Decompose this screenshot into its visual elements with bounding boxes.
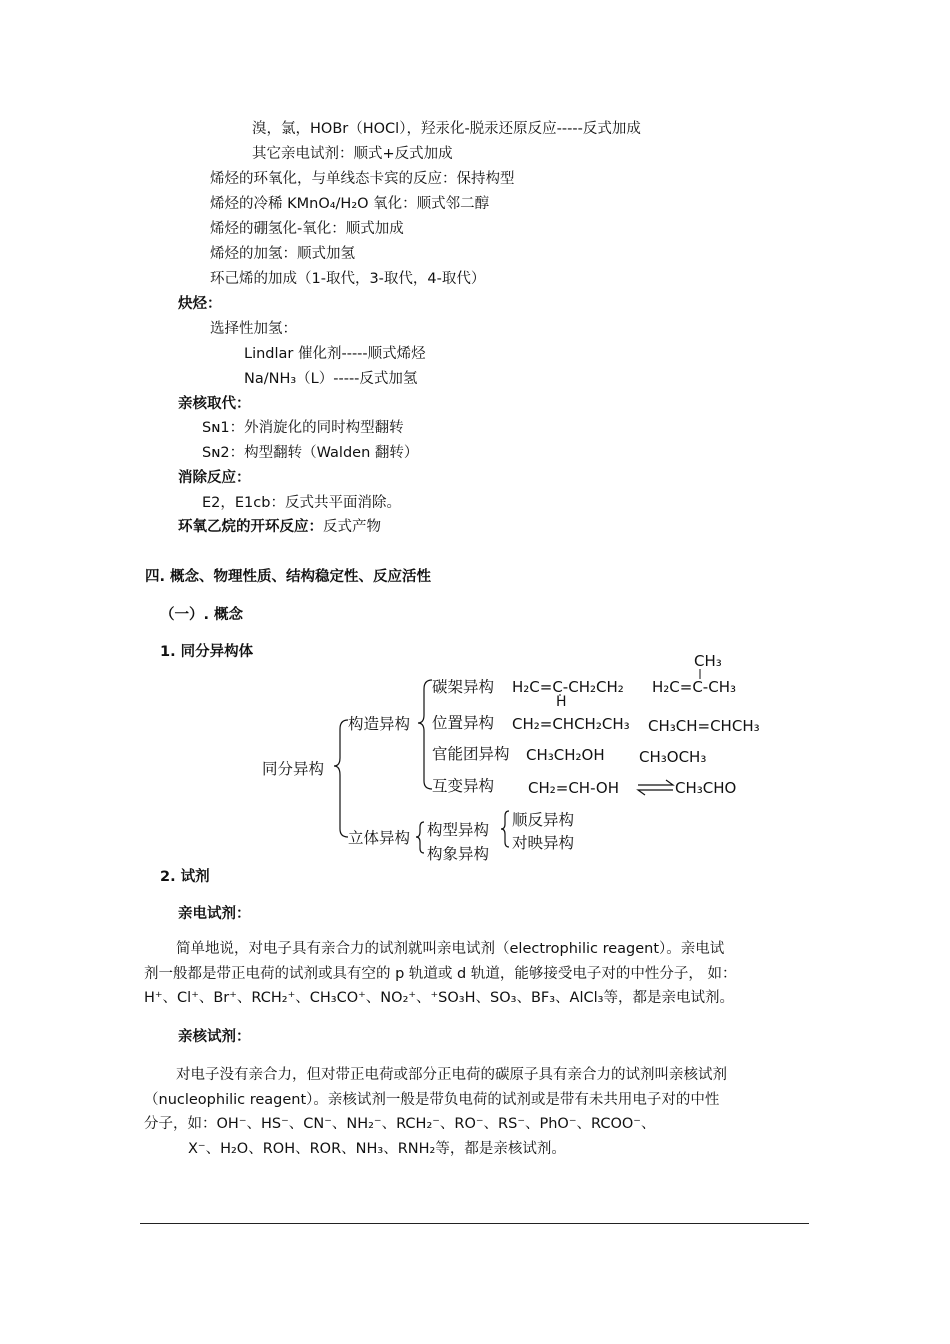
text-line-cyclohexene: 环己烯的加成（1-取代，3-取代，4-取代） bbox=[210, 271, 486, 287]
formula-skeleton-2: H₂C=C-CH₃ bbox=[652, 678, 736, 696]
formula-skeleton-1-h: H bbox=[556, 694, 567, 710]
formula-skeleton-2-methyl: CH₃ bbox=[694, 652, 722, 670]
label-stereo-isomerism: 立体异构 bbox=[348, 829, 411, 847]
nucleophile-line-4: X⁻、H₂O、ROH、ROR、NH₃、RNH₂等，都是亲核试剂。 bbox=[188, 1140, 566, 1157]
text-line-sn2: Sɴ2：构型翻转（Walden 翻转） bbox=[202, 445, 419, 461]
label-cis-trans: 顺反异构 bbox=[512, 811, 575, 829]
text-line-na-nh3: Na/NH₃（L）-----反式加氢 bbox=[244, 371, 418, 387]
subsection-title: （一）. 概念 bbox=[160, 607, 244, 623]
heading-epoxide: 环氧乙烷的开环反应： bbox=[178, 519, 323, 535]
heading-alkyne: 炔烃： bbox=[178, 296, 222, 312]
label-functional-group: 官能团异构 bbox=[432, 745, 510, 763]
label-configuration: 构型异构 bbox=[427, 821, 490, 839]
text-line-selective-hydrogenation: 选择性加氢： bbox=[210, 321, 297, 337]
heading-nucleophilic-substitution: 亲核取代： bbox=[178, 396, 251, 412]
structural-brace bbox=[418, 680, 432, 789]
label-isomerism: 同分异构 bbox=[262, 760, 325, 778]
footer-rule bbox=[140, 1223, 809, 1224]
label-carbon-skeleton: 碳架异构 bbox=[432, 678, 495, 696]
label-tautomerism: 互变异构 bbox=[432, 777, 495, 795]
stereo-brace bbox=[416, 822, 424, 853]
epoxide-result: 反式产物 bbox=[323, 519, 381, 535]
formula-position-2: CH₃CH=CHCH₃ bbox=[648, 717, 760, 735]
isomer-classification-diagram bbox=[250, 645, 790, 867]
paragraph-electrophile bbox=[144, 937, 812, 1011]
text-line-hydrogenation: 烯烃的加氢：顺式加氢 bbox=[210, 246, 355, 262]
root-brace bbox=[334, 720, 348, 837]
text-line-kmno4: 烯烃的冷稀 KMnO₄/H₂O 氧化：顺式邻二醇 bbox=[210, 196, 490, 212]
formula-skeleton-1: H₂C=C-CH₂CH₂ bbox=[512, 678, 624, 696]
electrophile-line-2: 剂一般都是带正电荷的试剂或具有空的 p 轨道或 d 轨道，能够接受电子对的中性分子， 如： bbox=[144, 965, 737, 982]
item-reagents-heading: 2. 试剂 bbox=[160, 869, 210, 885]
paragraph-nucleophile bbox=[144, 1063, 812, 1161]
text-line-lindlar: Lindlar 催化剂-----顺式烯烃 bbox=[244, 346, 426, 362]
formula-acetaldehyde: CH₃CHO bbox=[675, 779, 737, 797]
item-isomers-heading: 1. 同分异构体 bbox=[160, 644, 254, 660]
label-position: 位置异构 bbox=[432, 714, 495, 732]
text-line-halogen-addition: 溴，氯，HOBr（HOCl），羟汞化-脱汞还原反应-----反式加成 bbox=[252, 121, 641, 137]
nucleophile-line-3: 分子，如：OH⁻、HS⁻、CN⁻、NH₂⁻、RCH₂⁻、RO⁻、RS⁻、PhO⁻、RCOO⁻、 bbox=[144, 1116, 656, 1132]
equilibrium-arrow-forward bbox=[638, 780, 673, 785]
equilibrium-arrow bbox=[638, 780, 673, 795]
electrophile-line-1: 简单地说，对电子具有亲合力的试剂就叫亲电试剂（electrophilic reagent）。亲电试 bbox=[176, 941, 725, 957]
text-line-hydroboration: 烯烃的硼氢化-氧化：顺式加成 bbox=[210, 221, 404, 237]
text-line-e2-e1cb: E2，E1cb：反式共平面消除。 bbox=[202, 495, 401, 511]
formula-ethanol: CH₃CH₂OH bbox=[526, 746, 605, 764]
formula-vinyl-alcohol: CH₂=CH-OH bbox=[528, 779, 620, 797]
text-line-epoxide-opening bbox=[178, 517, 381, 537]
heading-elimination: 消除反应： bbox=[178, 470, 251, 486]
label-conformation: 构象异构 bbox=[427, 845, 490, 863]
text-line-other-electrophiles: 其它亲电试剂：顺式+反式加成 bbox=[252, 146, 453, 162]
heading-electrophile: 亲电试剂： bbox=[178, 906, 251, 922]
equilibrium-arrow-backward bbox=[638, 790, 673, 795]
section-title: 四. 概念、物理性质、结构稳定性、反应活性 bbox=[145, 569, 432, 585]
text-line-epoxidation: 烯烃的环氧化，与单线态卡宾的反应：保持构型 bbox=[210, 171, 515, 187]
label-enantiomer: 对映异构 bbox=[512, 834, 575, 852]
formula-position-1: CH₂=CHCH₂CH₃ bbox=[512, 715, 630, 733]
heading-nucleophile: 亲核试剂： bbox=[178, 1029, 251, 1045]
electrophile-line-3: H⁺、Cl⁺、Br⁺、RCH₂⁺、CH₃CO⁺、NO₂⁺、⁺SO₃H、SO₃、BF₃、AlCl₃等，都是亲电试剂。 bbox=[144, 990, 734, 1006]
text-line-sn1: Sɴ1：外消旋化的同时构型翻转 bbox=[202, 420, 404, 436]
configuration-brace bbox=[501, 811, 509, 847]
formula-dimethyl-ether: CH₃OCH₃ bbox=[639, 748, 707, 766]
nucleophile-line-2: （nucleophilic reagent）。亲核试剂一般是带负电荷的试剂或是带有未共用电子对的中性 bbox=[144, 1091, 720, 1108]
nucleophile-line-1: 对电子没有亲合力，但对带正电荷或部分正电荷的碳原子具有亲合力的试剂叫亲核试剂 bbox=[176, 1067, 727, 1083]
label-structural-isomerism: 构造异构 bbox=[348, 715, 411, 733]
